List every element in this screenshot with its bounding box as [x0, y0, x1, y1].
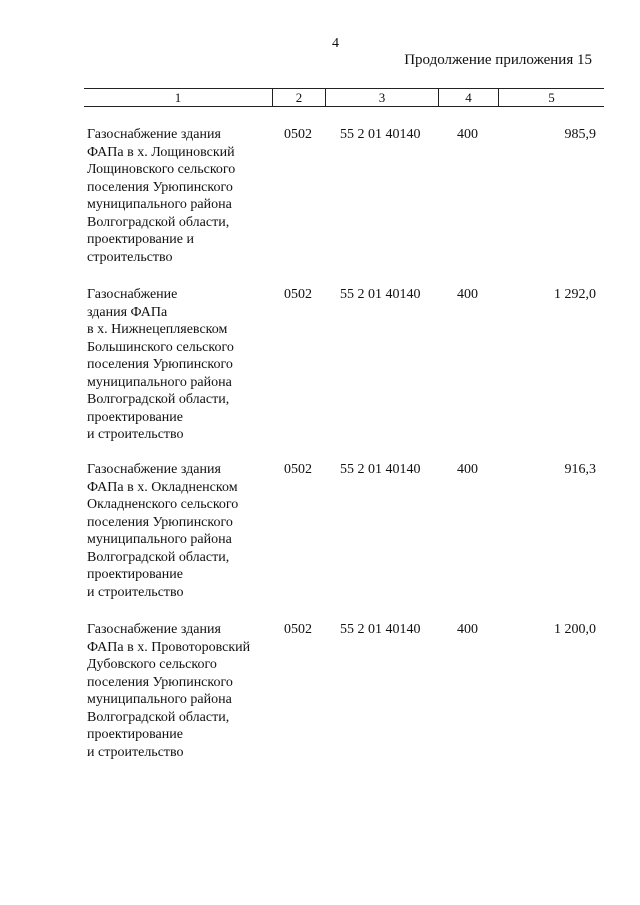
row-expense-type: 400: [457, 127, 478, 142]
page-number: 4: [332, 36, 339, 51]
row-name: Газоснабжение здания ФАПа в х. Лощиновский Лощиновского сельского поселения Урюпинского муниципального района Волгоградской области, проектирование и строительство: [87, 127, 236, 265]
row-target-article: 55 2 01 40140: [340, 622, 421, 637]
row-expense-type: 400: [457, 287, 478, 302]
row-expense-type: 400: [457, 462, 478, 477]
row-name: Газоснабжение здания ФАПа в х. Нижнецепляевском Большинского сельского поселения Урюпинского муниципального района Волгоградской области, проектирование и строительство: [87, 287, 234, 442]
row-amount: 916,3: [564, 462, 596, 477]
column-header-2: 2: [272, 89, 325, 106]
column-header-3: 3: [325, 89, 438, 106]
table-header: [84, 88, 604, 107]
column-header-5: 5: [498, 89, 604, 106]
column-header-1: 1: [174, 90, 182, 105]
row-amount: 1 200,0: [554, 622, 596, 637]
row-section-code: 0502: [284, 622, 312, 637]
row-amount: 985,9: [564, 127, 596, 142]
row-amount: 1 292,0: [554, 287, 596, 302]
row-name: Газоснабжение здания ФАПа в х. Провоторовский Дубовского сельского поселения Урюпинского муниципального района Волгоградской области, проектирование и строительство: [87, 622, 251, 760]
row-target-article: 55 2 01 40140: [340, 287, 421, 302]
row-target-article: 55 2 01 40140: [340, 462, 421, 477]
row-section-code: 0502: [284, 127, 312, 142]
row-target-article: 55 2 01 40140: [340, 127, 421, 142]
row-name: Газоснабжение здания ФАПа в х. Окладненском Окладненского сельского поселения Урюпинского муниципального района Волгоградской области, проектирование и строительство: [87, 462, 239, 600]
column-header-4: 4: [438, 89, 498, 106]
row-section-code: 0502: [284, 462, 312, 477]
appendix-note: Продолжение приложения 15: [404, 52, 592, 68]
budget-table: [84, 88, 604, 760]
row-expense-type: 400: [457, 622, 478, 637]
row-section-code: 0502: [284, 287, 312, 302]
